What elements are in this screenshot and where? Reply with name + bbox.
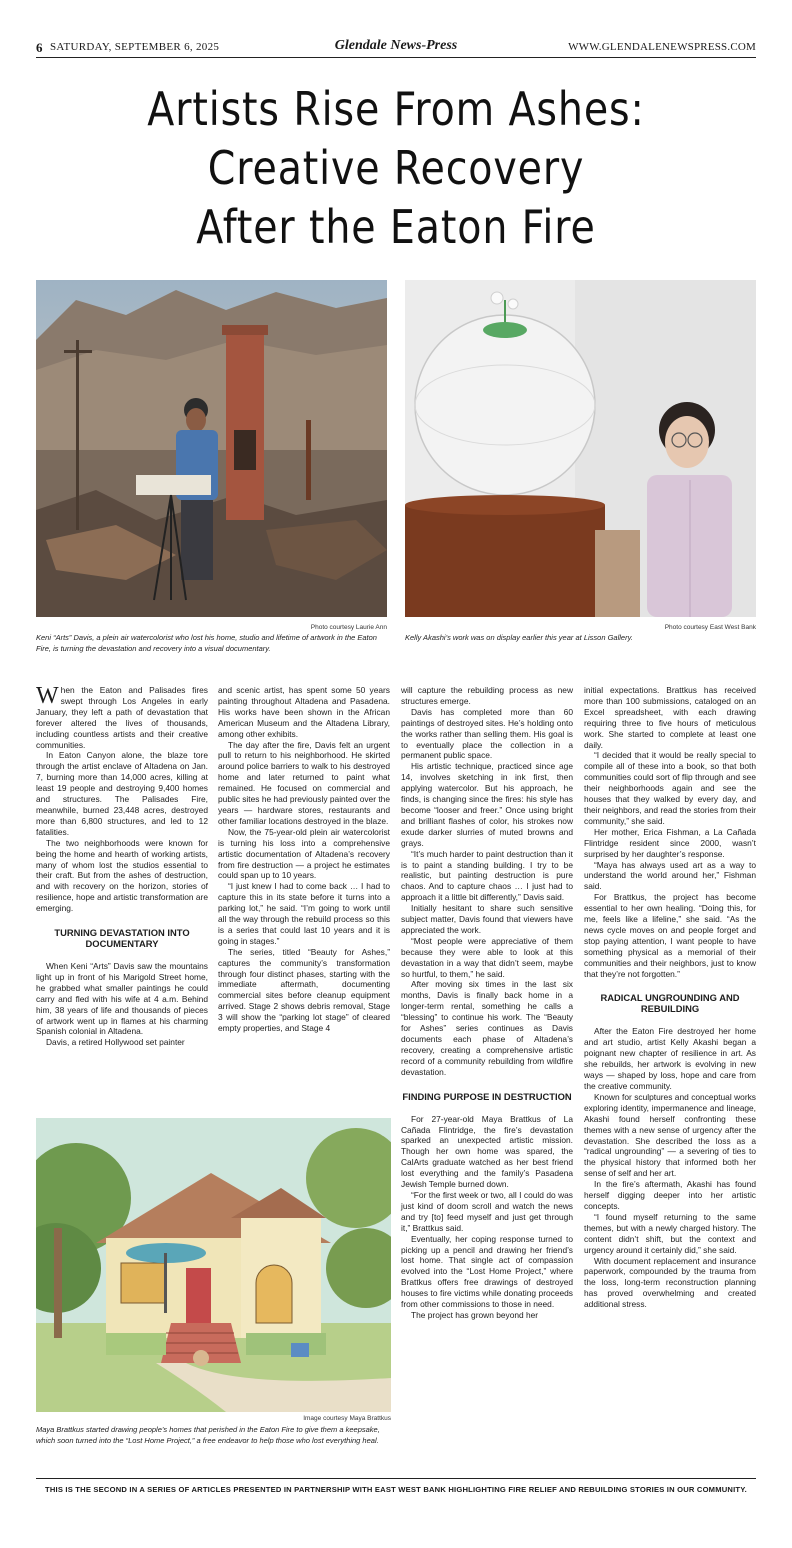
paragraph: Known for sculptures and conceptual works exploring identity, impermanence and lineage, Akashi found herself confronting these themes with a new sense of urgency after the devastation. She described the loss as a “radical ungrounding” — a severing of ties to the physical history that informed both her sense of self and her art. [584,1091,756,1179]
headline-line: Creative Recovery [207,141,585,195]
paragraph: In the fire’s aftermath, Akashi has found herself digging deeper into her artistic concepts. [584,1179,756,1211]
paragraph: When the Eaton and Palisades fires swept through Los Angeles in early January, they left a path of devastation that forever altered the lives of thousands, including countless artists and their creative communities. [36,683,208,750]
subheading: RADICAL UNGROUNDING AND REBUILDING [600,992,740,1015]
headline-line: After the Eaton Fire [196,200,596,254]
headline [86,80,705,257]
photo-credit: Photo courtesy Laurie Ann [310,624,387,631]
paragraph: “For the first week or two, all I could do was just kind of doom scroll and watch the news and try [to] feed myself and just get through it,” Brattkus said. [401,1189,573,1233]
paragraph: For 27-year-old Maya Brattkus of La Cañada Flintridge, the fire’s devastation sparked an unexpected artistic mission. Though her own home was spared, the CalArts graduate watched as her best friend lost everything and the family’s Pasadena Jewish Temple burned down. [401,1113,573,1190]
paragraph: Davis has completed more than 60 paintings of destroyed sites. He’s holding onto the works rather than selling them. His goal is to eventually place the collection in a permanent public space. [401,706,573,761]
article-column [584,685,756,1310]
subheading: TURNING DEVASTATION INTO DOCUMENTARY [54,927,190,950]
website-url[interactable]: WWW.GLENDALENEWSPRESS.COM [568,41,756,53]
paragraph: The day after the fire, Davis felt an urgent pull to return to his neighborhood. He skirted around police barriers to walk to his destroyed home and later returned to paint what remained. He focused on commercial and public sites he had previously painted over the years — hardware stores, restaurants and other familiar locations destroyed in the blaze. [218,739,390,826]
image-caption: Maya Brattkus started drawing people’s homes that perished in the Eaton Fire to give them a keepsake, which soon turned into the “Lost Home Project,” a free endeavor to help those who lost everything heal. [36,1425,380,1445]
paragraph: The series, titled “Beauty for Ashes,” captures the community’s transformation through four distinct phases, starting with the immediate aftermath, documenting commercial sites before cleanup equipment arrived. Stage 2 shows debris removal, Stage 3 will show the “parking lot stage” of cleared empty properties, and Stage 4 [218,946,390,1034]
paragraph: “It’s much harder to paint destruction than it is to paint a standing building. I try to be realistic, but painting destruction is pure chaos. And to capture chaos … I just had to approach it a little bit differently,” Davis said. [401,848,573,903]
article-column [36,685,208,1048]
masthead: Glendale News-Press [334,38,458,53]
drop-cap: W [36,683,59,709]
akashi-photo [405,280,756,617]
paragraph: After the Eaton Fire destroyed her home and art studio, artist Kelly Akashi began a poignant new chapter of resilience in art. As she rebuilds, her artwork is evolving in new ways — shaped by loss, hope and care from the creative community. [584,1026,756,1091]
paragraph: will capture the rebuilding process as new structures emerge. [401,685,573,706]
headline-line: Artists Rise From Ashes: [147,82,645,136]
paragraph: Eventually, her coping response turned to picking up a pencil and drawing her friend’s lost home. That single act of compassion evolved into the “Lost Home Project,” where Brattkus offers free drawings of destroyed houses to fire victims while donating proceeds from other commissions to those in need. [401,1233,573,1310]
paragraph: initial expectations. Brattkus has received more than 100 submissions, cataloged on an Excel spreadsheet, with each drawing requiring three to five hours of meticulous work. She started to complete at least one daily. [584,685,756,750]
subheading: FINDING PURPOSE IN DESTRUCTION [402,1090,572,1102]
page-header [36,38,756,58]
issue-date: SATURDAY, SEPTEMBER 6, 2025 [50,41,220,53]
series-footer: THIS IS THE SECOND IN A SERIES OF ARTICLES PRESENTED IN PARTNERSHIP WITH EAST WEST BANK HIGHLIGHTING FIRE RELIEF AND REBUILDING STORIES IN OUR COMMUNITY. [36,1478,756,1494]
paragraph: When Keni “Arts” Davis saw the mountains light up in front of his Marigold Street home, he grabbed what smaller paintings he could carry and fled with his wife at 4 a.m. Behind him, 38 years of life and thousands of pieces of artwork went up in flames at his charming Spanish colonial in Altadena. [36,961,208,1037]
paragraph: With document replacement and insurance paperwork, compounded by the trauma from the loss, long-term reconstruction planning has proved overwhelming and created additional stress. [584,1255,756,1310]
article-column [401,685,573,1321]
paragraph: Her mother, Erica Fishman, a La Cañada Flintridge resident since 2000, wasn’t surprised by her daughter’s response. [584,826,756,859]
paragraph: The project has grown beyond her [411,1309,539,1320]
paragraph: Davis, a retired Hollywood set painter [46,1037,185,1048]
paragraph: “I found myself returning to the same themes, but with a newly charged history. The content didn’t shift, but the context and urgency around it certainly did,” she said. [584,1211,756,1255]
davis-photo [36,280,387,617]
brattkus-illustration [36,1118,391,1412]
paragraph: “I decided that it would be really special to compile all of these into a book, so that both communities could sort of flip through and see their neighborhoods again and see the houses that they walked by every day, and their neighbors, and read the stories from their community,” she said. [584,750,756,826]
paragraph: “Maya has always used art as a way to understand the world around her,” Fishman said. [584,859,756,892]
photo-caption: Keni “Arts” Davis, a plein air watercolorist who lost his home, studio and lifetime of artwork in the Eaton Fire, is turning the devastation and recovery into a visual documentary. [36,633,377,653]
paragraph: Initially hesitant to share such sensitive subject matter, Davis found that viewers have appreciated the work. [401,903,573,935]
paragraph: For Brattkus, the project has become essential to her own healing. “Doing this, for me, feels like a lifeline,” she said. “As the news cycle moves on and people forget and stop paying attention, I want people to have something physical as a memorial of their communities and their neighbors, just to know that they’re not forgotten.” [584,892,756,979]
paragraph: Now, the 75-year-old plein air watercolorist is turning his loss into a comprehensive artistic documentation of Altadena’s recovery from fire destruction — a project he estimates could span up to 10 years. [218,826,390,881]
page-number: 6 [36,40,43,55]
photo-caption: Kelly Akashi’s work was on display earlier this year at Lisson Gallery. [405,633,633,642]
image-credit: Image courtesy Maya Brattkus [303,1415,391,1422]
paragraph: “I just knew I had to come back … I had to capture this in its state before it turns into a parking lot,” he said. “I’m going to work until all the way through the rebuild process so this is a series that could last 10 years and it is going in stages.” [218,881,390,946]
paragraph: In Eaton Canyon alone, the blaze tore through the artist enclave of Altadena on Jan. 7, burning more than 14,000 acres, killing at least 19 people and destroying 9,400 homes and structures. The Palisades Fire, meanwhile, burned 23,448 acres, destroyed more than 6,800 structures, and led to 12 fatalities. [36,750,208,837]
paragraph: His artistic technique, practiced since age 14, involves sketching in ink first, then applying watercolor. But his approach, he finds, is changing since the fires: his style has become “looser and freer.” Once using bright and brilliant flashes of color, his strokes now exude darker slurries of muted browns and grays. [401,761,573,848]
paragraph: and scenic artist, has spent some 50 years painting throughout Altadena and Pasadena. His works have been shown in the African American Museum and the Altadena Library, among other exhibits. [218,685,390,739]
paragraph: “Most people were appreciative of them because they were able to look at this devastation in a way that didn’t seem, maybe so hurtful, to them,” he said. [401,935,573,979]
article-column [218,685,390,1034]
paragraph: After moving six times in the last six months, Davis is finally back home in a longer-term rental, something he calls a “blessing” to continue his work. The “Beauty for Ashes” series continues as Davis documents each phase of Altadena’s recovery, creating a comprehensive artistic record of a community rebuilding from wildfire devastation. [401,979,573,1077]
paragraph: The two neighborhoods were known for being the home and hearth of working artists, many of whom lost the studios essential to their craft. But from the ashes of destruction, and with recovery on the horizon, stories of resilience, hope and artistic transformation are emerging. [36,837,208,914]
photo-credit: Photo courtesy East West Bank [664,624,756,631]
